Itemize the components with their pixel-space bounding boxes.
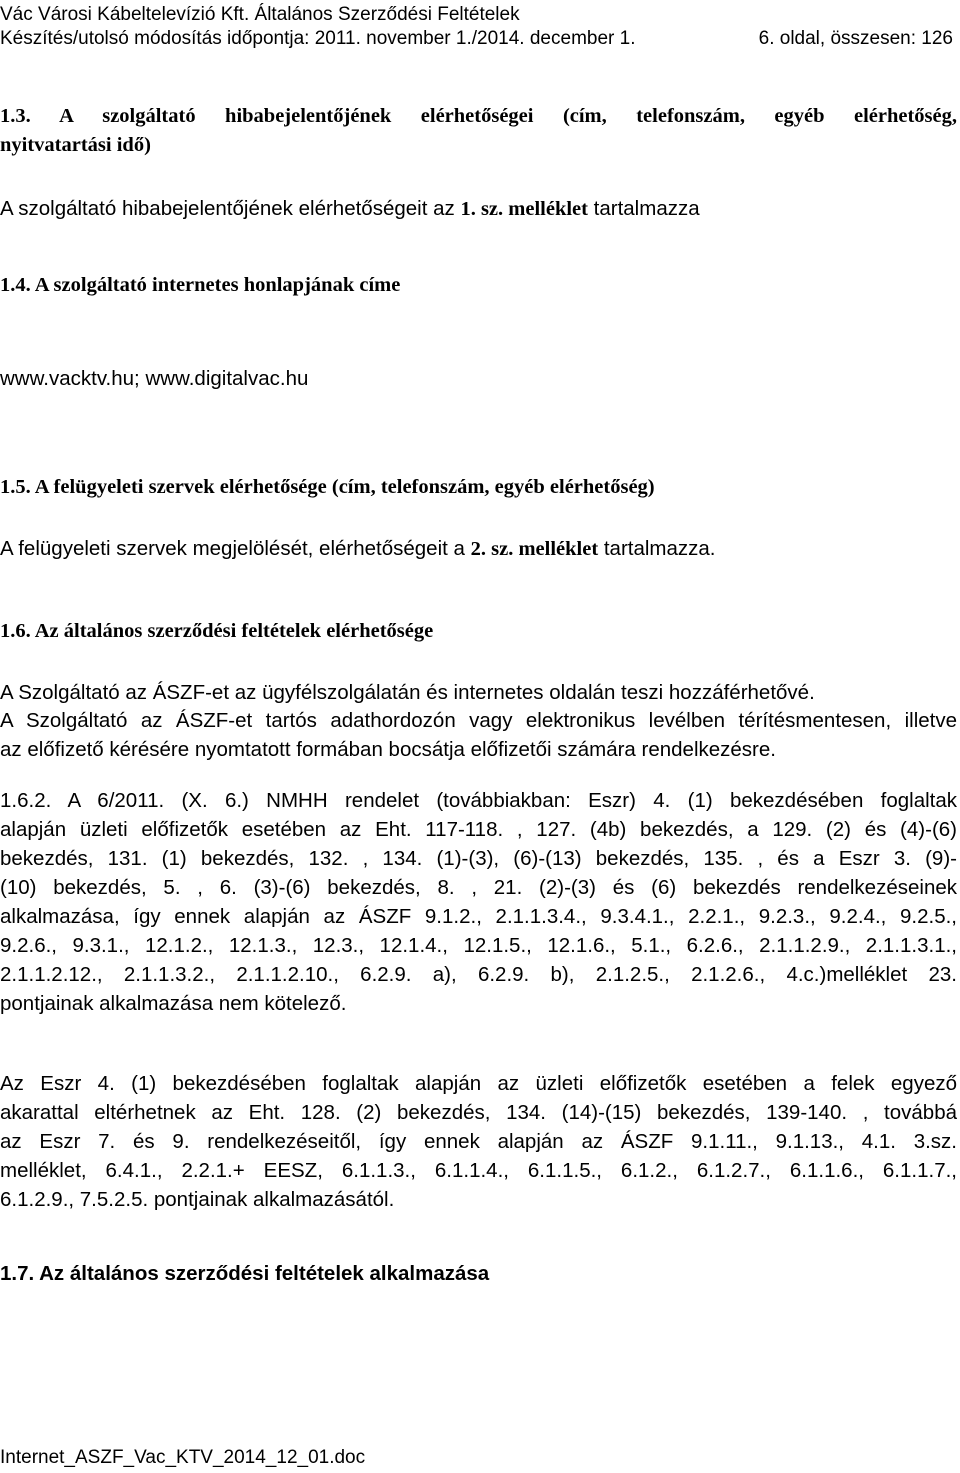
- text-line: 1.6.2. A 6/2011. (X. 6.) NMHH rendelet (továbbiakban: Eszr) 4. (1) bekezdésében foglaltak: [0, 789, 957, 812]
- section-1-5-heading: 1.5. A felügyeleti szervek elérhetősége (cím, telefonszám, egyéb elérhetőség): [0, 476, 655, 498]
- business-subscriber-paragraph: [0, 1069, 957, 1214]
- section-1-6-para1: A Szolgáltató az ÁSZF-et az ügyfélszolgálatán és internetes oldalán teszi hozzáférhetővé.: [0, 681, 815, 704]
- text-line: 6.1.2.9., 7.5.2.5. pontjainak alkalmazásától.: [0, 1188, 395, 1211]
- text-line: Az Eszr 4. (1) bekezdésében foglaltak alapján az üzleti előfizetők esetében a felek egyező: [0, 1072, 957, 1095]
- website-addresses: www.vacktv.hu; www.digitalvac.hu: [0, 367, 309, 390]
- company-title: Vác Városi Kábeltelevízió Kft. Általános Szerződési Feltételek: [0, 4, 520, 25]
- text-line: 9.2.6., 9.3.1., 12.1.2., 12.1.3., 12.3., 12.1.4., 12.1.5., 12.1.6., 5.1., 6.2.6., 2.1.1.2.9., 2.1.1.3.1.,: [0, 934, 957, 957]
- section-1-6-heading: 1.6. Az általános szerződési feltételek elérhetősége: [0, 620, 434, 642]
- section-1-6-para2: A Szolgáltató az ÁSZF-et tartós adathordozón vagy elektronikus levélben térítésmentesen, illetve az előfizető kérésére nyomtatott formában bocsátja előfizetői számára rendelkezésre.: [0, 709, 957, 761]
- section-1-6-2-paragraph: [0, 786, 957, 1018]
- section-1-3-heading: 1.3. A szolgáltató hibabejelentőjének elérhetőségei (cím, telefonszám, egyéb elérhetőség, nyitvatartási idő): [0, 105, 957, 156]
- date-line: Készítés/utolsó módosítás időpontja: 2011. november 1./2014. december 1.: [0, 28, 636, 49]
- section-1-4-heading: 1.4. A szolgáltató internetes honlapjának címe: [0, 274, 401, 296]
- text-line: bekezdés, 131. (1) bekezdés, 132. , 134. (1)-(3), (6)-(13) bekezdés, 135. , és a Eszr 3. (9)-: [0, 847, 957, 870]
- text-line: 2.1.1.2.12., 2.1.1.3.2., 2.1.1.2.10., 6.2.9. a), 6.2.9. b), 2.1.2.5., 2.1.2.6., 4.c.)melléklet 23.: [0, 963, 957, 986]
- text-line: akarattal eltérhetnek az Eht. 128. (2) bekezdés, 134. (14)-(15) bekezdés, 139-140. , továbbá: [0, 1101, 957, 1124]
- section-1-5-body: A felügyeleti szervek megjelölését, elérhetőségeit a 2. sz. melléklet tartalmazza.: [0, 537, 716, 560]
- page-info: 6. oldal, összesen: 126: [758, 28, 953, 49]
- footer-filename: Internet_ASZF_Vac_KTV_2014_12_01.doc: [0, 1447, 366, 1468]
- annex-2-reference: 2. sz. melléklet: [470, 538, 599, 560]
- text-line: melléklet, 6.4.1., 2.2.1.+ EESZ, 6.1.1.3., 6.1.1.4., 6.1.1.5., 6.1.2., 6.1.2.7., 6.1.1.6., 6.1.1.7.,: [0, 1159, 957, 1182]
- text-line: (10) bekezdés, 5. , 6. (3)-(6) bekezdés, 8. , 21. (2)-(3) és (6) bekezdés rendelkezéseinek: [0, 876, 957, 899]
- text-line: az Eszr 7. és 9. rendelkezéseitől, így ennek alapján az ÁSZF 9.1.11., 9.1.13., 4.1. 3.sz.: [0, 1130, 957, 1153]
- text-line: alapján üzleti előfizetők esetében az Eht. 117-118. , 127. (4b) bekezdés, a 129. (2) és (4)-(6): [0, 818, 957, 841]
- section-1-3-body: A szolgáltató hibabejelentőjének elérhetőségeit az 1. sz. melléklet tartalmazza: [0, 197, 700, 220]
- text-line: alkalmazása, így ennek alapján az ÁSZF 9.1.2., 2.1.1.3.4., 9.3.4.1., 2.2.1., 9.2.3., 9.2.4., 9.2.5.,: [0, 905, 957, 928]
- text-line: pontjainak alkalmazása nem kötelező.: [0, 992, 347, 1015]
- annex-1-reference: 1. sz. melléklet: [460, 198, 588, 220]
- section-1-7-heading: 1.7. Az általános szerződési feltételek alkalmazása: [0, 1262, 490, 1285]
